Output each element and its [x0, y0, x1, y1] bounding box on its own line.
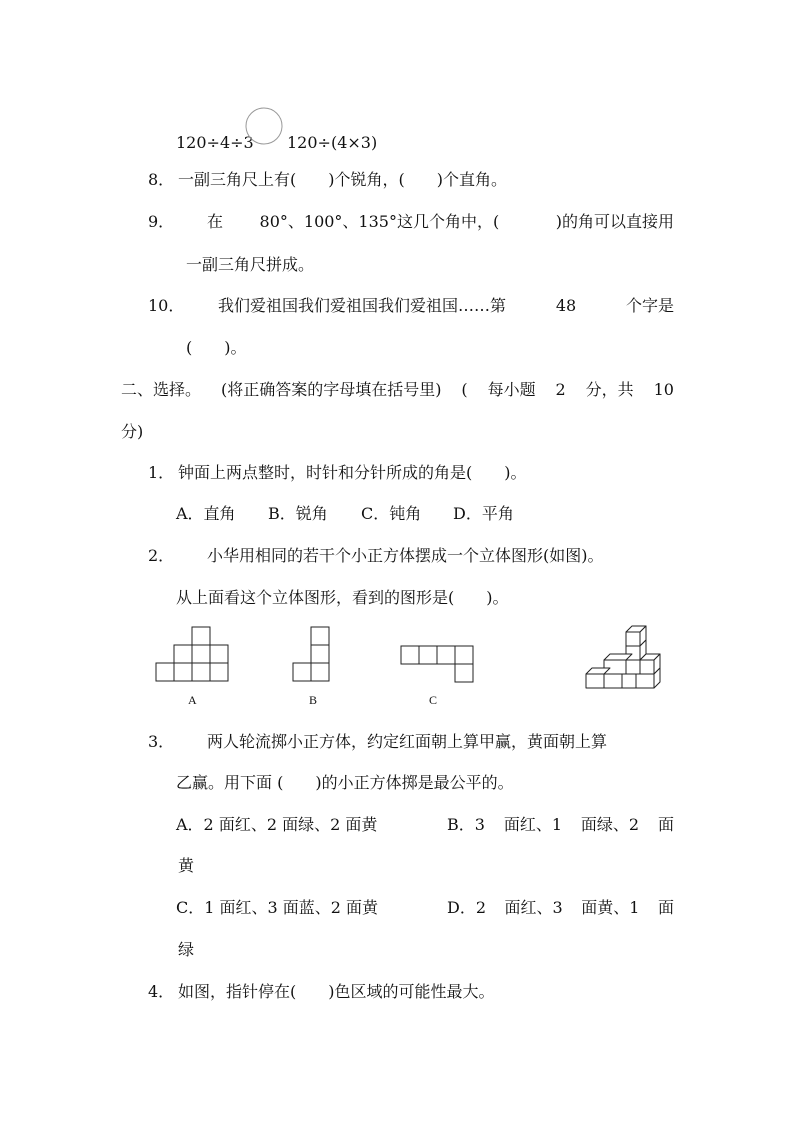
q10-tail: 个字是 [625, 296, 674, 315]
c3-option-b-part: B．3 [447, 815, 485, 834]
q9-angles: 80°、100°、135°这几个角中，( [259, 212, 500, 231]
c2-line1: 小华用相同的若干个小正方体摆成一个立体图形(如图)。 [207, 546, 604, 565]
section2-points: 2 [555, 380, 566, 399]
figure-a[interactable] [150, 622, 235, 687]
figure-b[interactable] [287, 622, 337, 687]
figure-b-label: B [309, 693, 318, 707]
c3-option-d-cont: 绿 [178, 940, 195, 959]
c3-line2: 乙赢。用下面 ( )的小正方体掷是最公平的。 [176, 773, 514, 792]
section2-line2: 分) [121, 422, 144, 441]
compare-left: 120÷4÷3 [176, 133, 254, 152]
c3-option-b-part: 面红、1 [503, 815, 563, 834]
compare-right: 120÷(4×3) [287, 133, 378, 152]
c3-option-d-part: 面黄、1 [581, 898, 640, 917]
c3-option-a[interactable]: A．2 面红、2 面绿、2 面黄 [176, 815, 378, 834]
figure-c[interactable] [395, 640, 480, 685]
section2-each: 每小题 [487, 380, 536, 399]
q10-line2: ( )。 [186, 338, 247, 357]
c3-option-d-part: 面 [657, 898, 674, 917]
section2-total-label: 分，共 [585, 380, 634, 399]
q9-word: 在 [207, 212, 224, 231]
c2-line2: 从上面看这个立体图形，看到的图形是( )。 [176, 588, 509, 607]
section2-instruction: (将正确答案的字母填在括号里) [220, 380, 442, 399]
section2-title: 二、选择。 [121, 380, 202, 399]
c1-option-a[interactable]: A．直角 [176, 504, 236, 523]
c3-option-b-part: 面绿、2 [580, 815, 640, 834]
c3-option-b[interactable] [447, 815, 674, 835]
c3-option-b-cont: 黄 [178, 856, 195, 875]
q9-line1 [207, 212, 674, 232]
compare-circle[interactable] [244, 106, 284, 146]
c3-option-d-part: D．2 [447, 898, 487, 917]
section2-heading [121, 380, 674, 400]
q9-tail: )的角可以直接用 [555, 212, 674, 231]
c1-option-c[interactable]: C．钝角 [361, 504, 422, 523]
section2-paren: ( [461, 380, 468, 399]
c2-number: 2． [148, 546, 175, 565]
q10-number-48: 48 [555, 296, 577, 315]
figure-c-label: C [429, 693, 438, 707]
q10-text: 我们爱祖国我们爱祖国我们爱祖国……第 [218, 296, 507, 315]
figure-a-label: A [188, 693, 197, 707]
q8-text: 一副三角尺上有( )个锐角，( )个直角。 [178, 170, 507, 189]
c3-option-c[interactable]: C．1 面红、3 面蓝、2 面黄 [176, 898, 379, 917]
c3-option-d-part: 面红、3 [504, 898, 563, 917]
q10-line1 [218, 296, 674, 316]
c3-number: 3． [148, 732, 175, 751]
q10-number: 10． [148, 296, 185, 315]
c3-option-d[interactable] [447, 898, 674, 918]
c4-number: 4． [148, 982, 175, 1001]
q9-number: 9． [148, 212, 175, 231]
section2-total: 10 [653, 380, 674, 399]
c3-line1: 两人轮流掷小正方体，约定红面朝上算甲赢，黄面朝上算 [207, 732, 608, 751]
c4-text: 如图，指针停在( )色区域的可能性最大。 [178, 982, 495, 1001]
c1-number: 1． [148, 463, 175, 482]
c1-text: 钟面上两点整时，时针和分针所成的角是( )。 [178, 463, 527, 482]
c1-option-d[interactable]: D．平角 [453, 504, 514, 523]
c1-option-b[interactable]: B．锐角 [268, 504, 328, 523]
q8-number: 8． [148, 170, 175, 189]
q9-line2: 一副三角尺拼成。 [186, 255, 315, 274]
solid-figure [580, 622, 670, 697]
c3-option-b-part: 面 [657, 815, 674, 834]
